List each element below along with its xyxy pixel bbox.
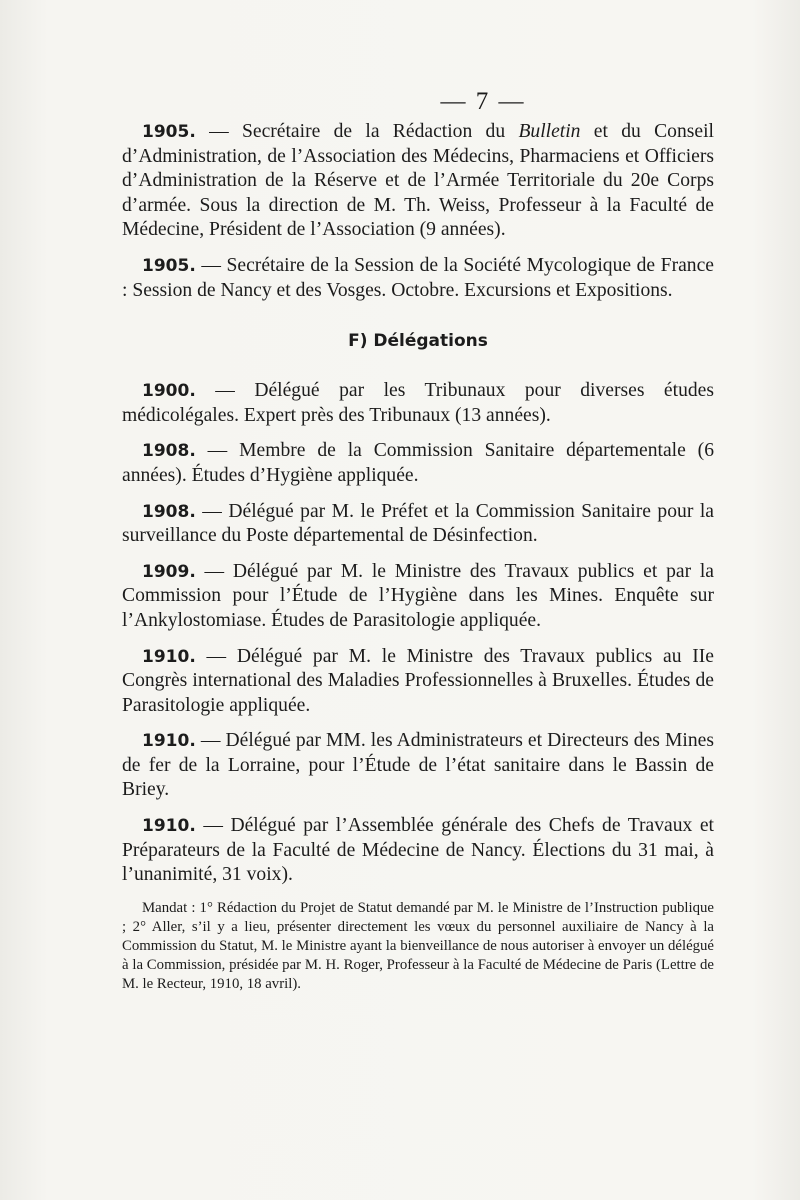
- entry-text: — Délégué par M. le Ministre des Travaux publics au IIe Congrès international des Maladies Professionnelles à Bruxelles. Études de Parasitologie appliquée.: [122, 645, 714, 716]
- entry-year: 1910.: [142, 731, 196, 752]
- page-number: — 7 —: [440, 88, 526, 115]
- entry-item: [122, 439, 714, 488]
- entry-text: — Délégué par M. le Préfet et la Commission Sanitaire pour la surveillance du Poste départemental de Désinfection.: [122, 500, 714, 547]
- entry-text: — Membre de la Commission Sanitaire départementale (6 années). Études d’Hygiène appliquée.: [122, 440, 714, 486]
- entry-year: 1910.: [142, 816, 196, 837]
- entry-text: — Délégué par l’Assemblée générale des Chefs de Travaux et Préparateurs de la Faculté de Médecine de Nancy. Élections du 31 mai, à l’unanimité, 31 voix).: [122, 815, 714, 886]
- entry-item: [122, 120, 714, 243]
- entry-item: [122, 814, 714, 888]
- page-content: [122, 88, 714, 1009]
- entry-text-italic: Bulletin: [518, 121, 581, 142]
- entry-year: 1908.: [142, 441, 196, 462]
- entry-text-part: — Secrétaire de la Rédaction du: [195, 121, 519, 142]
- entry-year: 1905.: [142, 122, 196, 142]
- entry-item: [122, 729, 714, 803]
- entry-text: — Délégué par MM. les Administrateurs et Directeurs des Mines de fer de la Lorraine, pour l’Étude de l’état sanitaire dans le Bassin de Briey.: [122, 730, 714, 801]
- entry-year: 1910.: [142, 646, 196, 667]
- entry-text-part: et du Conseil d’Administration, de l’Association des Médecins, Pharmaciens et Officiers d’Administration de la Réserve et de l’Armée Territoriale du 20e Corps d’armée. Sous la direction de M. Th. Weiss, Professeur à la Faculté de Médecine, Président de l’Association (9 années).: [122, 121, 714, 241]
- entry-year: 1908.: [142, 501, 196, 522]
- entry-year: 1905.: [142, 255, 196, 276]
- entry-text: [122, 121, 714, 240]
- entry-text: — Délégué par M. le Ministre des Travaux publics et par la Commission pour l’Étude de l’Hygiène dans les Mines. Enquête sur l’Ankylostomiase. Études de Parasitologie appliquée.: [122, 560, 714, 631]
- entry-item: [122, 500, 714, 549]
- entry-year: 1909.: [142, 561, 196, 582]
- entry-item: [122, 254, 714, 303]
- footnote-text: Mandat : 1° Rédaction du Projet de Statut demandé par M. le Ministre de l’Instruction publique ; 2° Aller, s’il y a lieu, présenter directement les vœux du personnel auxiliaire de Nancy à la Commission du Statut, M. le Ministre ayant la bienveillance de nous autoriser à envoyer un délégué à la Commission, présidée par M. H. Roger, Professeur à la Faculté de Médecine de Paris (Lettre de M. le Recteur, 1910, 18 avril).: [122, 899, 714, 992]
- footnote: [122, 899, 714, 994]
- entry-year: 1900.: [142, 381, 196, 402]
- entry-text: — Secrétaire de la Session de la Société Mycologique de France : Session de Nancy et des Vosges. Octobre. Excursions et Expositions.: [122, 254, 714, 301]
- entry-item: [122, 645, 714, 719]
- entry-item: [122, 379, 714, 428]
- entry-text: — Délégué par les Tribunaux pour diverses études médicolégales. Expert près des Tribunaux (13 années).: [122, 380, 714, 426]
- entry-item: [122, 560, 714, 634]
- section-title: F) Délégations: [348, 331, 488, 352]
